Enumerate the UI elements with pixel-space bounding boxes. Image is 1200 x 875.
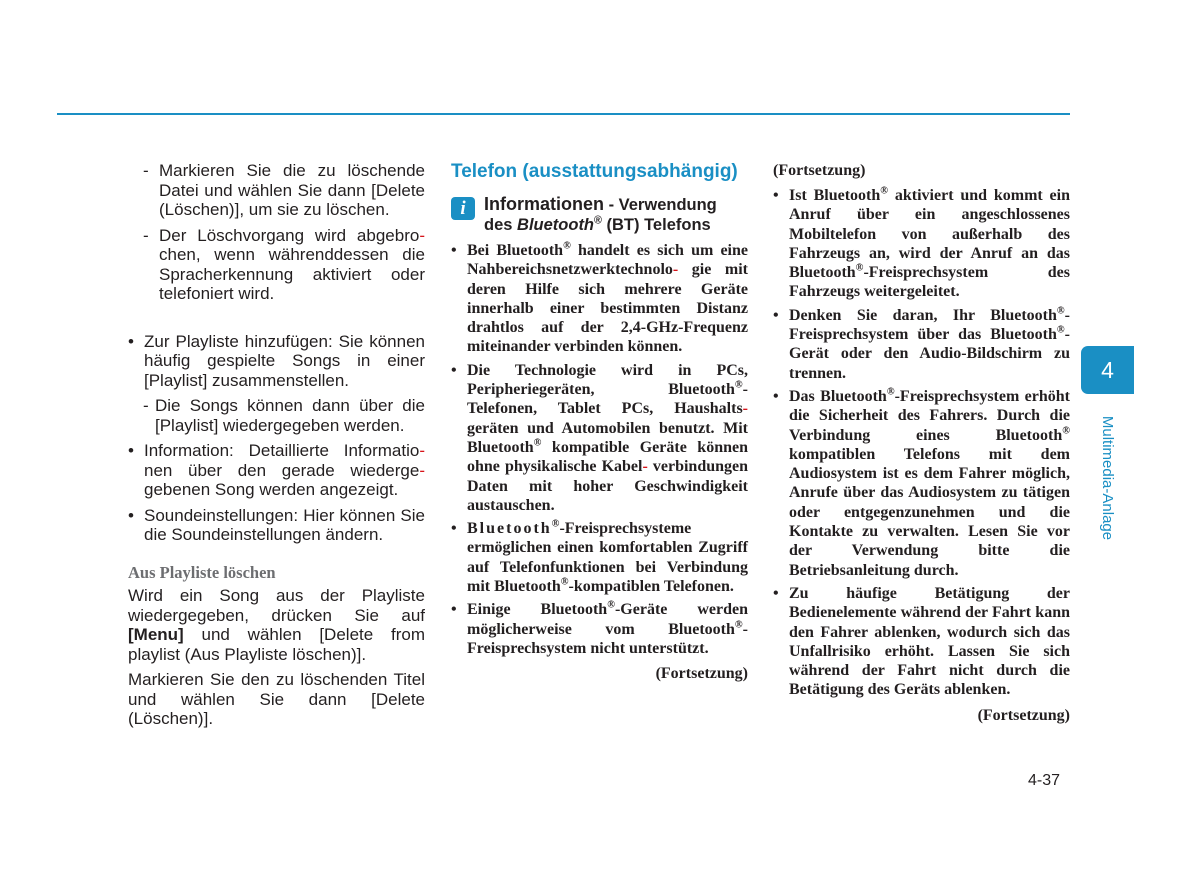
text: -Gerät oder den Audio-Bildschirm zu trennen. bbox=[789, 326, 1070, 382]
list-item bbox=[128, 441, 425, 500]
reg-mark: ® bbox=[855, 262, 864, 274]
hyphen-mark: - bbox=[419, 460, 425, 480]
bullet-marker: • bbox=[451, 601, 457, 619]
right-column bbox=[773, 161, 1070, 725]
bullet-marker: • bbox=[451, 361, 457, 379]
text: Wird ein Song aus der Playliste wiedergegeben, drücken Sie auf bbox=[128, 586, 425, 625]
section-title: Telefon (ausstattungsabhängig) bbox=[451, 161, 738, 182]
paragraph: Markieren Sie den zu löschenden Titel und wählen Sie dann [Delete (Löschen)]. bbox=[128, 670, 425, 728]
text: -kompatiblen Telefonen. bbox=[568, 578, 734, 596]
text: -Freisprechsystem über das Bluetooth bbox=[789, 306, 1070, 344]
reg-mark: ® bbox=[1056, 324, 1065, 336]
bullet-marker: • bbox=[773, 306, 779, 324]
bullet-marker: • bbox=[451, 520, 457, 538]
list-item bbox=[773, 186, 1070, 302]
text: geräten und Automobilen benutzt. Mit Bluetooth bbox=[467, 419, 748, 456]
reg-mark: ® bbox=[563, 240, 571, 252]
list-item bbox=[128, 396, 425, 435]
item-text: Der Löschvorgang wird abgebro bbox=[159, 225, 420, 245]
text: -Freisprechsystem nicht unterstützt. bbox=[467, 620, 748, 657]
item-text: Zur Playliste hinzufügen: Sie können häufig gespielte Songs in einer [Playlist] zusammenstellen. bbox=[144, 331, 425, 390]
info-icon: i bbox=[451, 197, 475, 220]
text: und wählen [Delete from playlist (Aus Playliste löschen)]. bbox=[128, 625, 425, 664]
info-bluetooth: Bluetooth bbox=[517, 216, 595, 234]
chapter-title: Multimedia-Anlage bbox=[1099, 415, 1116, 541]
bullet-marker: • bbox=[773, 387, 779, 405]
bullet-marker: • bbox=[128, 331, 134, 351]
list-item bbox=[128, 332, 425, 391]
item-text: Markieren Sie die zu löschende Datei und wählen Sie dann [Delete (Löschen)], um sie zu löschen. bbox=[159, 161, 425, 219]
item-text: Information: Detaillierte Informatio bbox=[144, 441, 420, 460]
list-item bbox=[451, 241, 748, 357]
text: -Freisprechsystem des Fahrzeugs weitergeleitet. bbox=[789, 264, 1070, 301]
reg-mark: ® bbox=[533, 437, 542, 449]
reg-mark: ® bbox=[607, 600, 615, 612]
text: Bluetooth bbox=[467, 520, 552, 538]
text: Ist Bluetooth bbox=[789, 187, 881, 204]
hyphen-mark: - bbox=[742, 400, 748, 418]
info-text: (BT) Telefons bbox=[601, 216, 711, 234]
info-text: - Verwendung des bbox=[484, 196, 717, 234]
text: -Telefonen, Tablet PCs, Haushalts bbox=[467, 381, 748, 418]
continued-note: (Fortsetzung) bbox=[773, 162, 866, 179]
dash-marker: - bbox=[143, 396, 149, 415]
text: verbindungen Daten mit hoher Geschwindigkeit austauschen. bbox=[467, 458, 749, 514]
hyphen-mark: - bbox=[419, 225, 425, 245]
info-title: Informationen bbox=[484, 194, 604, 214]
text: aktiviert und kommt ein Anruf über ein angeschlossenes Mobiltelefon von außerhalb des Fahrzeugs an, wird der Anruf an das Bluetooth bbox=[789, 187, 1071, 282]
reg-mark: ® bbox=[551, 518, 560, 530]
bullet-marker: • bbox=[773, 584, 779, 602]
list-item bbox=[773, 584, 1070, 700]
hyphen-mark: - bbox=[672, 261, 679, 279]
bullet-marker: • bbox=[773, 187, 779, 204]
text: -Freisprechsysteme ermöglichen einen komfortablen Zugriff auf Telefonfunktionen bei Verbindung mit Bluetooth bbox=[467, 520, 748, 596]
reg-mark: ® bbox=[734, 619, 743, 631]
page-number: 4-37 bbox=[1028, 772, 1061, 789]
reg-mark: ® bbox=[560, 576, 569, 588]
chapter-tab: 4 bbox=[1081, 346, 1134, 394]
reg-mark: ® bbox=[880, 185, 889, 197]
text: Die Technologie wird in PCs, Peripheriegeräten, Bluetooth bbox=[467, 361, 748, 399]
reg-mark: ® bbox=[1062, 425, 1070, 437]
item-text: gebenen Song werden angezeigt. bbox=[144, 480, 399, 499]
text: Denken Sie daran, Ihr Bluetooth bbox=[789, 306, 1057, 324]
header-rule bbox=[57, 113, 1070, 115]
text: kompatiblen Telefons mit dem Audiosystem ist es dem Fahrer möglich, Anrufe über das Audiosystem zu tätigen oder entgegenzunehmen und die Kontakte zu verwalten. Lesen Sie vor der Verwendung bitte die Betriebsanleitung durch. bbox=[789, 445, 1070, 579]
bullet-marker: • bbox=[128, 441, 134, 460]
list-item bbox=[128, 226, 425, 304]
item-text: chen, wenn währenddessen die Spracherkennung aktiviert oder telefoniert wird. bbox=[159, 245, 425, 303]
left-column bbox=[128, 161, 425, 735]
item-text: Soundeinstellungen: Hier können Sie die Soundeinstellungen ändern. bbox=[144, 505, 425, 544]
text: -Freisprechsystem erhöht die Sicherheit des Fahrers. Durch die Verbindung eines Bluetooth bbox=[789, 387, 1070, 444]
section-subheading: Aus Playliste löschen bbox=[128, 562, 276, 582]
text: kompatible Geräte können ohne physikalische Kabel bbox=[467, 438, 748, 476]
list-item bbox=[128, 161, 425, 220]
reg-mark: ® bbox=[1056, 305, 1065, 317]
dash-marker: - bbox=[143, 161, 149, 180]
text: gie mit deren Hilfe sich mehrere Geräte innerhalb einer bestimmten Distanz drahtlos auf der 2,4-GHz-Frequenz miteinander verbinden können. bbox=[467, 261, 748, 356]
middle-column bbox=[451, 161, 748, 683]
list-item bbox=[773, 306, 1070, 383]
list-item bbox=[773, 387, 1070, 580]
text: Zu häufige Betätigung der Bedienelemente während der Fahrt kann den Fahrer ablenken, wodurch sich das Unfallrisiko erhöht. Lassen Sie sich während der Fahrt nicht durch die Betätigung des Geräts ablenken. bbox=[789, 584, 1070, 699]
bullet-marker: • bbox=[128, 505, 134, 525]
item-text: nen über den gerade wiederge bbox=[144, 460, 420, 480]
info-heading bbox=[451, 194, 748, 235]
reg-mark: ® bbox=[886, 386, 895, 398]
reg-mark: ® bbox=[594, 214, 602, 227]
hyphen-mark: - bbox=[642, 458, 648, 476]
list-item bbox=[451, 519, 748, 596]
text: Einige Bluetooth bbox=[467, 601, 608, 619]
list-item bbox=[128, 506, 425, 545]
paragraph bbox=[128, 586, 425, 664]
continued-note: (Fortsetzung) bbox=[977, 706, 1070, 724]
list-item bbox=[451, 361, 748, 515]
dash-marker: - bbox=[143, 225, 149, 245]
text: Das Bluetooth bbox=[789, 387, 887, 405]
list-item bbox=[451, 600, 748, 658]
item-text: Die Songs können dann über die [Playlist] wiedergegeben werden. bbox=[155, 396, 425, 435]
reg-mark: ® bbox=[734, 379, 743, 391]
hyphen-mark: - bbox=[419, 441, 425, 460]
text: handelt es sich um eine Nahbereichsnetzwerktechnolo bbox=[467, 242, 749, 279]
text: -Geräte werden möglicherweise vom Bluetooth bbox=[467, 601, 748, 638]
continued-note: (Fortsetzung) bbox=[655, 665, 748, 683]
text: Bei Bluetooth bbox=[467, 242, 564, 259]
menu-key: [Menu] bbox=[128, 625, 184, 644]
bullet-marker: • bbox=[451, 242, 457, 259]
